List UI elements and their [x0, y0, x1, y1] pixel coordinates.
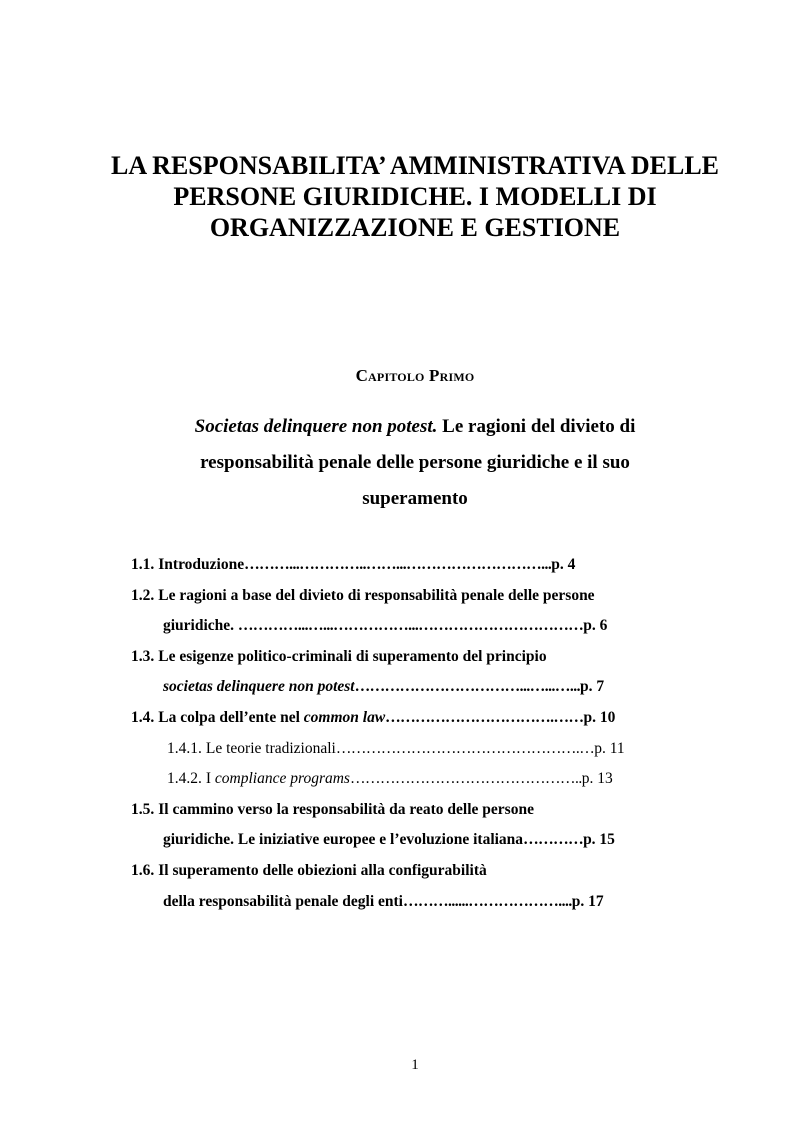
toc-page-ref: p. 7	[579, 678, 605, 696]
toc-leader-dots: ………......………………....	[403, 892, 572, 910]
toc-entry-title: Introduzione	[158, 556, 245, 573]
toc-page-ref: p. 13	[581, 770, 613, 788]
toc-entry-number: 1.4.2.	[167, 770, 202, 788]
toc-page-ref: p. 15	[583, 831, 615, 849]
toc-entry-number: 1.6.	[131, 861, 155, 879]
toc-entry-1-5[interactable]	[131, 801, 701, 832]
title-line-2: PERSONE GIURIDICHE. I MODELLI DI	[173, 182, 657, 211]
toc-entry-number: 1.2.	[131, 586, 155, 604]
toc-leader-dots: ………...…………..……...………………………...	[244, 556, 552, 573]
table-of-contents	[131, 556, 701, 923]
title-line-3: ORGANIZZAZIONE E GESTIONE	[209, 213, 621, 242]
subtitle-latin-phrase: Societas delinquere non potest.	[194, 416, 438, 437]
chapter-subtitle	[170, 409, 660, 517]
toc-entry-1-4-1[interactable]	[131, 740, 701, 771]
toc-entry-title-cont: della responsabilità penale degli enti	[163, 892, 403, 910]
toc-entry-title-cont: giuridiche.	[163, 617, 238, 635]
toc-page-ref: p. 10	[583, 708, 616, 726]
toc-leader-dots: …………………………….……	[385, 708, 584, 726]
toc-entry-title: La colpa dell’ente nel	[158, 708, 304, 726]
document-title	[100, 150, 730, 243]
toc-page-ref: p. 11	[594, 739, 625, 757]
toc-leader-dots: …………...…...……………...……………………………	[237, 617, 584, 635]
toc-entry-1-3[interactable]	[131, 648, 701, 679]
toc-entry-title-italic: societas delinquere non potest	[163, 678, 355, 696]
toc-entry-title: Le esigenze politico-criminali di superamento del principio	[158, 647, 547, 665]
toc-entry-number: 1.4.	[131, 708, 155, 726]
toc-entry-title-italic: compliance programs	[214, 770, 350, 788]
toc-entry-title: Il superamento delle obiezioni alla configurabilità	[158, 861, 487, 879]
toc-entry-1-6[interactable]	[131, 862, 701, 893]
toc-leader-dots: ………………………………………..	[349, 770, 582, 788]
toc-entry-title: Le ragioni a base del divieto di responsabilità penale delle persone	[158, 586, 595, 604]
toc-entry-1-1[interactable]	[131, 556, 701, 587]
subtitle-line-1-rest: Le ragioni del divieto di	[437, 416, 636, 437]
toc-entry-1-2-continued[interactable]	[131, 617, 701, 648]
toc-entry-number: 1.4.1.	[167, 739, 202, 757]
toc-page-ref: p. 17	[571, 892, 604, 910]
toc-leader-dots: ……………………………...…...…...	[354, 678, 580, 696]
toc-entry-1-4[interactable]	[131, 709, 701, 740]
toc-entry-title: Il cammino verso la responsabilità da reato delle persone	[158, 800, 534, 818]
toc-page-ref: p. 6	[583, 617, 608, 635]
toc-leader-dots: ………………………………………….…	[335, 739, 595, 757]
toc-entry-number: 1.3.	[131, 647, 155, 665]
toc-entry-1-6-continued[interactable]	[131, 893, 701, 924]
toc-leader-dots: …………	[523, 831, 584, 849]
subtitle-line-1	[170, 409, 660, 445]
toc-entry-title-italic: common law	[303, 708, 386, 726]
toc-entry-1-3-continued[interactable]	[131, 678, 701, 709]
toc-entry-title-cont: giuridiche. Le iniziative europee e l’evoluzione italiana	[163, 831, 524, 849]
toc-entry-title: Le teorie tradizionali	[205, 739, 336, 757]
toc-entry-1-4-2[interactable]	[131, 770, 701, 801]
toc-entry-1-2[interactable]	[131, 587, 701, 618]
chapter-heading: Capitolo Primo	[355, 366, 475, 385]
toc-entry-title: I	[205, 770, 215, 788]
title-line-1: LA RESPONSABILITA’ AMMINISTRATIVA DELLE	[110, 151, 720, 180]
toc-page-ref: p. 4	[551, 556, 576, 573]
page-number: 1	[411, 1057, 419, 1073]
toc-entry-1-5-continued[interactable]	[131, 831, 701, 862]
toc-entry-number: 1.1.	[131, 556, 155, 573]
toc-entry-number: 1.5.	[131, 800, 155, 818]
subtitle-line-3: superamento	[362, 488, 468, 509]
subtitle-line-2: responsabilità penale delle persone giuridiche e il suo	[200, 452, 630, 473]
